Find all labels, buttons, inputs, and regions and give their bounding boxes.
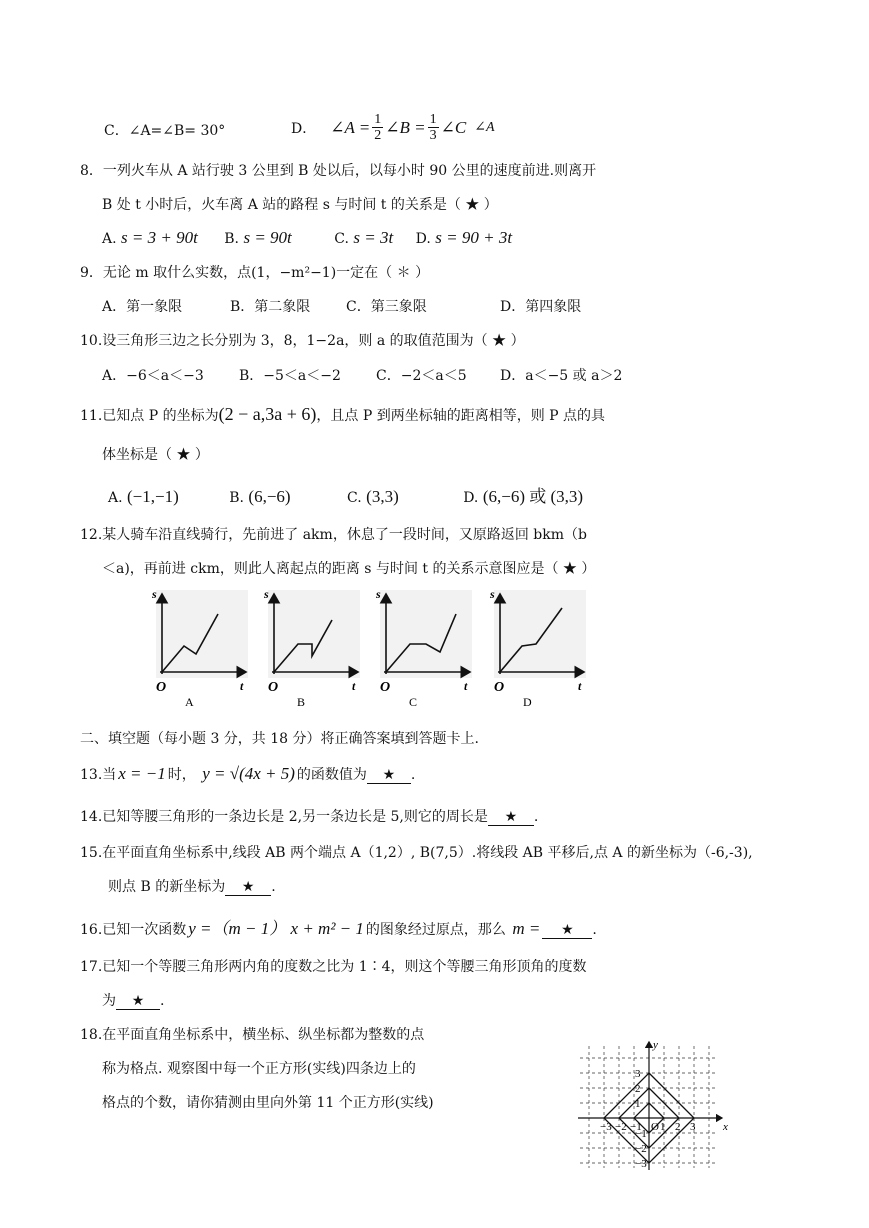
y-tick-label: 2	[635, 1083, 641, 1095]
x-axis-label: t	[240, 679, 244, 693]
q9-opt-c: C．第三象限	[346, 299, 427, 315]
y-axis-label: y	[653, 1040, 658, 1051]
q7-d-part2: ∠B =	[385, 117, 426, 137]
origin-label: O	[494, 680, 505, 695]
graph-option-label-C: C	[409, 695, 418, 709]
origin-label: O	[156, 680, 167, 695]
q8-line1: 8．一列火车从 A 站行驶 3 公里到 B 处以后，以每小时 90 公里的速度前进.则离开	[80, 163, 597, 179]
q8-line2: B 处 t 小时后，火车离 A 站的路程 s 与时间 t 的关系是（ ★ ）	[102, 197, 498, 213]
x-axis-label: t	[352, 679, 356, 693]
x-tick-label: 1	[660, 1121, 666, 1133]
q18-line1: 18.在平面直角坐标系中，横坐标、纵坐标都为整数的点	[80, 1027, 425, 1043]
q7-d-part1: ∠A =	[330, 117, 371, 137]
q16-answer-blank[interactable]: ★	[542, 922, 592, 939]
q12-graph-B	[263, 587, 360, 709]
q11-line1: 11.已知点 P 的坐标为(2 − a,3a + 6)，且点 P 到两坐标轴的距离相等，则 P 点的具	[80, 404, 606, 424]
q14: 14.已知等腰三角形的一条边长是 2,另一条边长是 5,则它的周长是 ★ .	[80, 809, 539, 825]
x-tick-label: −3	[600, 1121, 612, 1133]
q7-option-c: C．∠A=∠B= 30°	[104, 123, 226, 139]
y-axis-label: s	[152, 587, 157, 601]
q10-line1: 10.设三角形三边之长分别为 3，8，1−2a，则 a 的取值范围为（ ★ ）	[80, 333, 525, 349]
q7-d-tail: ∠A	[474, 120, 495, 135]
q12-graph-C	[375, 587, 472, 709]
q18-line2: 称为格点. 观察图中每一个正方形(实线)四条边上的	[102, 1061, 416, 1077]
q7-d-frac2: $\frac{1}{3}$	[429, 112, 437, 143]
x-axis-label: t	[578, 679, 582, 693]
y-tick-label: −2	[635, 1143, 647, 1155]
graph-option-label-D: D	[523, 695, 532, 709]
q7-d-label: D．	[291, 120, 317, 137]
section-2-heading: 二、填空题（每小题 3 分，共 18 分）将正确答案填到答题卡上.	[80, 731, 479, 747]
y-axis-label: s	[264, 587, 269, 601]
y-tick-label: −3	[635, 1158, 647, 1170]
q9-opt-a: A．第一象限	[102, 299, 183, 315]
x-axis-label: x	[723, 1121, 728, 1133]
q7-d-frac1: $\frac{1}{2}$	[374, 112, 382, 143]
origin-label: O	[651, 1121, 659, 1133]
x-tick-label: 3	[690, 1121, 696, 1133]
x-tick-label: −1	[630, 1121, 642, 1133]
q9-opt-d: D．第四象限	[500, 299, 582, 315]
q16: 16.已知一次函数 y =（m − 1） x + m² − 1 的图象经过原点，那么 m = ★ .	[80, 919, 597, 938]
q11-options: A. (−1,−1) B. (6,−6) C. (3,3) D. (6,−6) 或 (3,3)	[108, 487, 584, 506]
q10-opt-b: B．−5＜a＜−2	[239, 368, 341, 384]
y-tick-label: −1	[635, 1128, 647, 1140]
q18-line3: 格点的个数，请你猜测由里向外第 11 个正方形(实线)	[102, 1095, 434, 1111]
y-axis-label: s	[490, 587, 495, 601]
x-tick-label: −2	[615, 1121, 627, 1133]
q11-line2: 体坐标是（ ★ ）	[102, 447, 209, 463]
q14-answer-blank[interactable]: ★	[488, 809, 534, 826]
q17-answer-blank[interactable]: ★	[116, 993, 160, 1010]
y-tick-label: 3	[635, 1068, 641, 1080]
q12-line1: 12.某人骑车沿直线骑行，先前进了 akm，休息了一段时间，又原路返回 bkm（b	[80, 527, 587, 543]
y-tick-label: 1	[635, 1098, 641, 1110]
q17-line2: 为 ★ .	[102, 993, 165, 1009]
graph-option-label-B: B	[297, 695, 306, 709]
x-axis-label: t	[464, 679, 468, 693]
origin-label: O	[380, 680, 391, 695]
q18-lattice-figure	[572, 1040, 732, 1172]
q15-answer-blank[interactable]: ★	[225, 879, 271, 896]
y-axis-label: s	[376, 587, 381, 601]
q15-line2: 则点 B 的新坐标为 ★ .	[108, 879, 276, 895]
q13: 13.当 x = −1 时， y = √(4x + 5) 的函数值为 ★ .	[80, 764, 416, 783]
q9-line1: 9．无论 m 取什么实数，点(1，−m²−1)一定在（ ＊ ）	[80, 265, 430, 281]
q12-line2: ＜a)，再前进 ckm，则此人离起点的距离 s 与时间 t 的关系示意图应是（ ★ ）	[102, 561, 596, 577]
x-tick-label: 2	[675, 1121, 681, 1133]
q15-line1: 15.在平面直角坐标系中,线段 AB 两个端点 A（1,2）, B(7,5）.将线段 AB 平移后,点 A 的新坐标为（-6,-3),	[80, 845, 753, 861]
q7-option-d	[291, 112, 495, 143]
q10-opt-d: D．a＜−5 或 a＞2	[500, 368, 623, 384]
q9-opt-b: B．第二象限	[230, 299, 311, 315]
q12-graph-A	[151, 587, 248, 709]
q8-options: A. s = 3 + 90t B. s = 90t C. s = 3t D. s = 90 + 3t	[102, 228, 513, 247]
origin-label: O	[268, 680, 279, 695]
q10-opt-a: A．−6＜a＜−3	[102, 368, 204, 384]
q12-graphs	[140, 586, 600, 712]
q17-line1: 17.已知一个等腰三角形两内角的度数之比为 1∶4，则这个等腰三角形顶角的度数	[80, 959, 587, 975]
q13-answer-blank[interactable]: ★	[367, 767, 411, 784]
q7-d-part3: ∠C	[440, 117, 467, 137]
graph-option-label-A: A	[185, 695, 194, 709]
q12-graph-D	[489, 587, 586, 709]
q10-opt-c: C．−2＜a＜5	[376, 368, 467, 384]
